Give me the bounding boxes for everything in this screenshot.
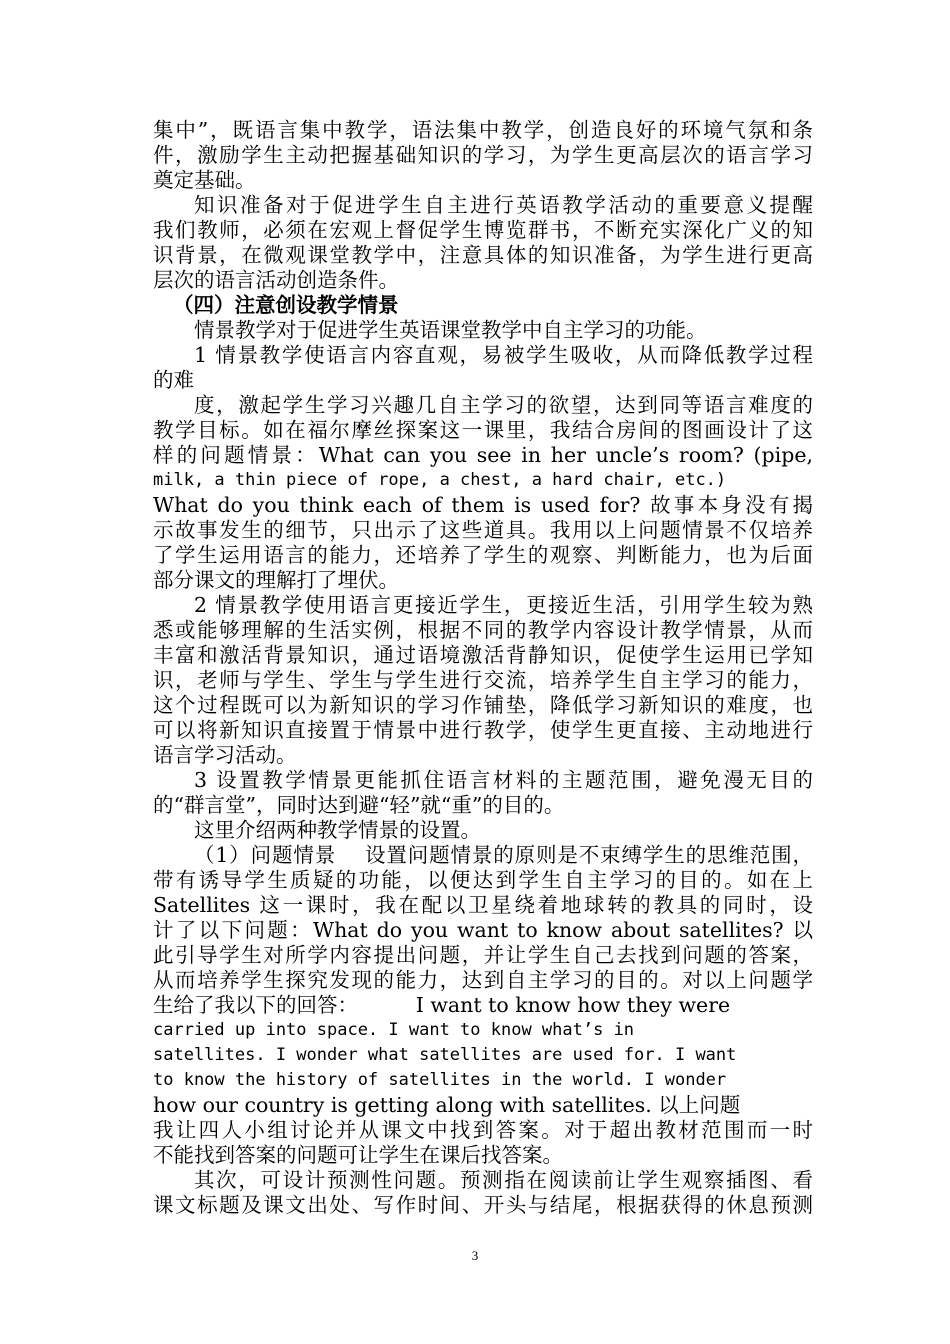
text-line: 从而培养学生探究发现的能力，达到自主学习的目的。对以上问题学 — [153, 968, 813, 992]
paragraph-start: 3 设置教学情景更能抓住语言材料的主题范围，避免漫无目的 — [194, 768, 813, 792]
paragraph-start: （1）问题情景 设置问题情景的原则是不束缚学生的思维范围， — [194, 843, 813, 867]
text-line-english: satellites. I wonder what satellites are used for. I want — [153, 1045, 737, 1065]
section-heading: （四）注意创设教学情景 — [173, 293, 399, 317]
text-line: 语言学习活动。 — [153, 743, 297, 767]
text-line: 此引导学生对所学内容提出问题，并让学生自己去找到问题的答案， — [153, 943, 813, 967]
text-line: 集中”，既语言集中教学，语法集中教学，创造良好的环境气氛和条 — [153, 118, 813, 142]
text-line: 部分课文的理解打了埋伏。 — [153, 568, 399, 592]
text-line: 我们教师，必须在宏观上督促学生博览群书，不断充实深化广义的知 — [153, 218, 813, 242]
text-line: 带有诱导学生质疑的功能，以便达到学生自主学习的目的。如在上 — [153, 868, 813, 892]
text-line: 示故事发生的细节，只出示了这些道具。我用以上问题情景不仅培养 — [153, 518, 813, 542]
text-line: 的“群言堂”，同时达到避“轻”就“重”的目的。 — [153, 793, 565, 817]
text-line: 生给了我以下的回答： I want to know how they were — [153, 993, 731, 1017]
text-line-english: to know the history of satellites in the world. I wonder — [153, 1070, 727, 1090]
text-line: 层次的语言活动创造条件。 — [153, 268, 399, 292]
text-line: What do you think each of them is used for? 故事本身没有揭 — [153, 493, 813, 517]
text-line: 丰富和激活背景知识，通过语境激活背静知识，促使学生运用已学知 — [153, 643, 813, 667]
text-line: 这个过程既可以为新知识的学习作铺垫，降低学习新知识的难度，也 — [153, 693, 813, 717]
text-line: 样的问题情景：What can you see in her uncle’s room? (pipe, — [153, 443, 813, 467]
paragraph-start: 1 情景教学使语言内容直观，易被学生吸收，从而降低教学过程 — [194, 343, 813, 367]
text-line: 了学生运用语言的能力，还培养了学生的观察、判断能力，也为后面 — [153, 543, 813, 567]
page-number: 3 — [471, 1248, 479, 1263]
text-line: 奠定基础。 — [153, 168, 256, 192]
text-line: 教学目标。如在福尔摩丝探案这一课里，我结合房间的图画设计了这 — [153, 418, 813, 442]
paragraph-start: 其次，可设计预测性问题。预测指在阅读前让学生观察插图、看 — [194, 1168, 813, 1192]
text-line: 课文标题及课文出处、写作时间、开头与结尾，根据获得的休息预测 — [153, 1193, 813, 1217]
paragraph-start: 知识准备对于促进学生自主进行英语教学活动的重要意义提醒 — [194, 193, 813, 217]
paragraph-start: 2 情景教学使用语言更接近学生，更接近生活，引用学生较为熟 — [194, 593, 813, 617]
text-line: 件，激励学生主动把握基础知识的学习，为学生更高层次的语言学习 — [153, 143, 813, 167]
text-line-english: carried up into space. I want to know what’s in — [153, 1020, 635, 1040]
text-line: 我让四人小组讨论并从课文中找到答案。对于超出教材范围而一时 — [153, 1118, 813, 1142]
text-line-english: milk, a thin piece of rope, a chest, a hard chair, etc.) — [153, 470, 727, 490]
text-line: 计了以下问题：What do you want to know about satellites? 以 — [153, 918, 813, 942]
text-line: 不能找到答案的问题可让学生在课后找答案。 — [153, 1143, 563, 1167]
paragraph-start: 情景教学对于促进学生英语课堂教学中自主学习的功能。 — [194, 318, 707, 342]
document-body — [153, 118, 813, 1218]
text-line: 悉或能够理解的生活实例，根据不同的教学内容设计教学情景，从而 — [153, 618, 813, 642]
text-line: 的难 — [153, 368, 194, 392]
text-line: 识，老师与学生、学生与学生进行交流，培养学生自主学习的能力， — [153, 668, 813, 692]
paragraph-start: 这里介绍两种教学情景的设置。 — [194, 818, 481, 842]
text-line: 识背景，在微观课堂教学中，注意具体的知识准备，为学生进行更高 — [153, 243, 813, 267]
text-line: how our country is getting along with satellites. 以上问题 — [153, 1093, 741, 1117]
paragraph-start: 度，激起学生学习兴趣几自主学习的欲望，达到同等语言难度的 — [194, 393, 813, 417]
text-line: 可以将新知识直接置于情景中进行教学，使学生更直接、主动地进行 — [153, 718, 813, 742]
text-line: Satellites 这一课时，我在配以卫星绕着地球转的教具的同时，设 — [153, 893, 813, 917]
